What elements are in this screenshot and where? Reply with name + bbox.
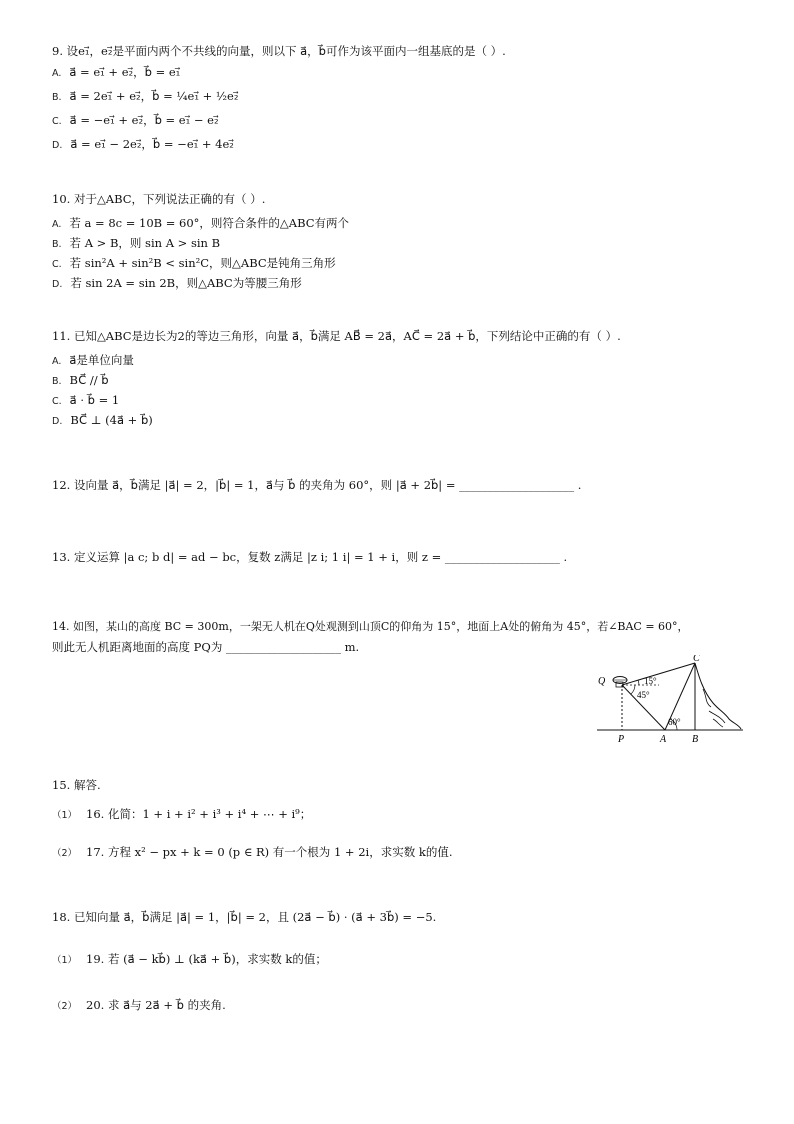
question-stem: 13. 定义运算 |a c; b d| = ad − bc，复数 z满足 |z i; 1 i| = 1 + i，则 z = ____________________ . [52, 550, 568, 564]
question-12 [52, 476, 754, 494]
mountain-drone-figure [595, 655, 745, 745]
question-stem-line-2: 则此无人机距离地面的高度 PQ为 ____________________ m. [52, 640, 360, 654]
label-angle-45: 45° [637, 690, 650, 700]
question-15 [52, 776, 754, 863]
question-stem: 9. 设e₁⃗，e₂⃗是平面内两个不共线的向量，则以下 a⃗，b⃗可作为该平面内一组基底的是（ ）. [52, 44, 506, 58]
label-angle-60: 60° [668, 717, 681, 727]
option-d [52, 135, 754, 155]
option-text: a⃗ = −e₁⃗ + e₂⃗，b⃗ = e₁⃗ − e₂⃗ [69, 113, 219, 127]
label-a: A [660, 734, 667, 745]
option-text: a⃗ = e₁⃗ − 2e₂⃗，b⃗ = −e₁⃗ + 4e₂⃗ [70, 137, 234, 151]
option-c [52, 111, 754, 131]
sub-number: （1） [52, 810, 78, 821]
sub-question-1 [52, 950, 754, 970]
option-label: A. [52, 356, 62, 367]
option-d [52, 411, 754, 431]
label-b: B [692, 734, 699, 745]
option-label: D. [52, 416, 63, 427]
option-text: 若 sin²A + sin²B < sin²C，则△ABC是钝角三角形 [69, 256, 336, 270]
question-9 [52, 42, 754, 155]
option-d [52, 274, 754, 294]
sub-question-2 [52, 843, 754, 863]
sub-text: 16. 化简：1 + i + i² + i³ + i⁴ + ⋯ + i⁹； [86, 807, 312, 821]
option-a [52, 351, 754, 371]
option-text: BC⃗ // b⃗ [69, 373, 109, 387]
option-label: B. [52, 376, 62, 387]
angle-15-arc [638, 680, 639, 685]
option-a [52, 214, 754, 234]
label-q: Q [598, 676, 606, 687]
sub-question-1 [52, 805, 754, 825]
question-stem: 11. 已知△ABC是边长为2的等边三角形，向量 a⃗，b⃗满足 AB⃗ = 2a⃗，AC⃗ = 2a⃗ + b⃗，下列结论中正确的有（ ）. [52, 329, 621, 343]
sub-number: （2） [52, 848, 78, 859]
option-a [52, 63, 754, 83]
label-angle-15: 15° [644, 676, 657, 686]
option-label: C. [52, 116, 62, 127]
question-10 [52, 190, 754, 294]
question-stem: 12. 设向量 a⃗，b⃗满足 |a⃗| = 2，|b⃗| = 1，a⃗与 b⃗ 的夹角为 60°，则 |a⃗ + 2b⃗| = ____________________ . [52, 478, 582, 492]
option-b [52, 87, 754, 107]
segment-qc [622, 663, 695, 685]
sub-text: 20. 求 a⃗与 2a⃗ + b⃗ 的夹角. [86, 998, 226, 1012]
sub-question-2 [52, 996, 754, 1016]
option-text: BC⃗ ⊥ (4a⃗ + b⃗) [70, 413, 153, 427]
option-c [52, 254, 754, 274]
option-text: a⃗ · b⃗ = 1 [69, 393, 120, 407]
option-b [52, 371, 754, 391]
option-c [52, 391, 754, 411]
label-p: P [618, 734, 625, 745]
mountain-outline [695, 663, 741, 729]
option-text: a⃗ = e₁⃗ + e₂⃗，b⃗ = e₁⃗ [69, 65, 181, 79]
question-18 [52, 908, 754, 1016]
option-label: D. [52, 279, 63, 290]
drone-icon [613, 677, 627, 688]
angle-45-arc [631, 685, 635, 694]
option-text: 若 a = 8c = 10B = 60°，则符合条件的△ABC有两个 [69, 216, 350, 230]
option-label: B. [52, 92, 62, 103]
mountain-texture [703, 689, 725, 727]
option-text: 若 sin 2A = sin 2B，则△ABC为等腰三角形 [70, 276, 302, 290]
question-14 [52, 618, 754, 656]
question-stem: 15. 解答. [52, 778, 101, 792]
sub-number: （2） [52, 1001, 78, 1012]
option-label: A. [52, 68, 62, 79]
option-label: C. [52, 259, 62, 270]
option-label: C. [52, 396, 62, 407]
sub-number: （1） [52, 955, 78, 966]
question-stem: 10. 对于△ABC，下列说法正确的有（ ）. [52, 192, 266, 206]
question-stem-line-1: 14. 如图，某山的高度 BC = 300m，一架无人机在Q处观测到山顶C的仰角为 15°，地面上A处的俯角为 45°，若∠BAC = 60°， [52, 620, 689, 633]
option-label: B. [52, 239, 62, 250]
question-11 [52, 327, 754, 431]
option-text: a⃗ = 2e₁⃗ + e₂⃗，b⃗ = ¼e₁⃗ + ½e₂⃗ [69, 89, 239, 103]
label-c: C [693, 655, 700, 664]
option-label: A. [52, 219, 62, 230]
question-stem: 18. 已知向量 a⃗，b⃗满足 |a⃗| = 1，|b⃗| = 2，且 (2a⃗ − b⃗) · (a⃗ + 3b⃗) = −5. [52, 910, 437, 924]
option-label: D. [52, 140, 63, 151]
option-b [52, 234, 754, 254]
question-13 [52, 548, 754, 566]
sub-text: 17. 方程 x² − px + k = 0 (p ∈ R) 有一个根为 1 + 2i，求实数 k的值. [86, 845, 453, 859]
sub-text: 19. 若 (a⃗ − kb⃗) ⊥ (ka⃗ + b⃗)，求实数 k的值； [86, 952, 327, 966]
option-text: a⃗是单位向量 [69, 353, 134, 367]
option-text: 若 A > B，则 sin A > sin B [69, 236, 221, 250]
